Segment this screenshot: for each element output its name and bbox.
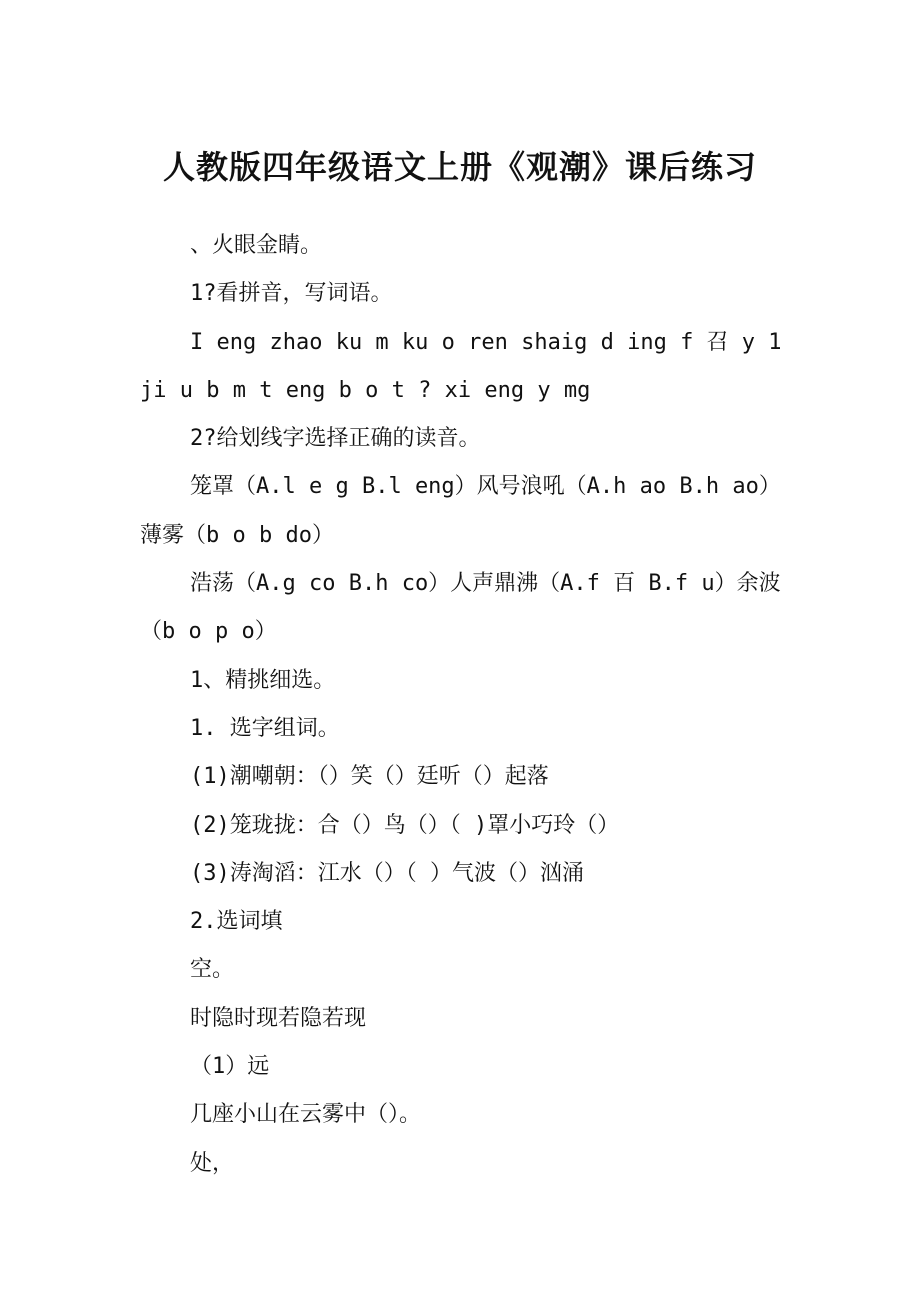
- question-reading-instruction: 2?给划线字选择正确的读音。: [190, 426, 481, 452]
- reading-choice-line-1: 笼罩（A.l e g B.l eng）风号浪吼（A.h ao B.h ao）薄雾（b o b do）: [140, 474, 781, 548]
- question-select-characters: 1. 选字组词。: [190, 715, 340, 741]
- question-fill-in-blank-cont: 空。: [190, 957, 235, 983]
- question-fill-in-blank: 2.选词填: [190, 909, 283, 935]
- question-pinyin-instruction: 1?看拼音，写词语。: [190, 281, 393, 307]
- exercise-item-3: (3)涛淘滔：江水（）（ ）气波（）汹涌: [190, 860, 584, 886]
- word-options: 时隐时现若隐若现: [190, 1005, 367, 1031]
- section-heading-1: 、火眼金睛。: [190, 233, 323, 258]
- reading-choice-line-2: 浩荡（A.g co B.h co）人声鼎沸（A.f 百 B.f u）余波（b o p o）: [140, 571, 781, 645]
- exercise-item-1: (1)潮嘲朝：（）笑（）廷听（）起落: [190, 764, 549, 790]
- document-body: [140, 222, 785, 1188]
- fill-item-1-end: 处，: [190, 1150, 235, 1176]
- document-title: 人教版四年级语文上册《观潮》课后练习: [162, 148, 757, 186]
- fill-item-1-start: （1）远: [190, 1054, 270, 1080]
- pinyin-line: I eng zhao ku m ku o ren shaig d ing f 召 y 1 ji u b m t eng b o t ? xi eng y mg: [140, 329, 782, 403]
- section-heading-2: 1、精挑细选。: [190, 667, 336, 693]
- fill-item-1-sentence: 几座小山在云雾中（）。: [190, 1102, 422, 1128]
- exercise-item-2: (2)笼珑拢：合（）鸟（）（ )罩小巧玲（）: [190, 812, 620, 838]
